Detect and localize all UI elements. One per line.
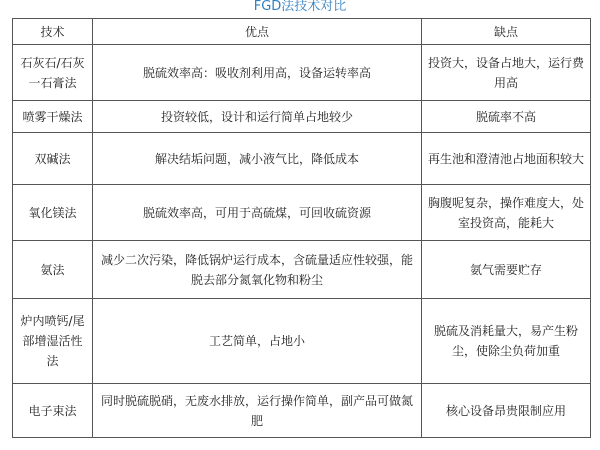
cell-pros: 同时脱硫脱硝，无废水排放，运行操作简单，副产品可做氮肥 xyxy=(93,384,422,438)
table-row xyxy=(13,45,591,101)
cell-cons: 脱硫及消耗量大，易产生粉尘，使除尘负荷加重 xyxy=(422,299,591,384)
table-row xyxy=(13,133,591,185)
table-row xyxy=(13,384,591,438)
table-row xyxy=(13,185,591,241)
header-cons: 缺点 xyxy=(422,19,591,45)
table-row xyxy=(13,101,591,133)
cell-tech: 双碱法 xyxy=(13,133,93,185)
cell-tech: 炉内喷钙/尾部增湿活性法 xyxy=(13,299,93,384)
cell-pros: 减少二次污染，降低锅炉运行成本，含硫量适应性较强，能脱去部分氮氧化物和粉尘 xyxy=(93,241,422,299)
cell-tech: 氨法 xyxy=(13,241,93,299)
cell-pros: 投资较低，设计和运行简单占地较少 xyxy=(93,101,422,133)
cell-cons: 氨气需要贮存 xyxy=(422,241,591,299)
cell-tech: 喷雾干燥法 xyxy=(13,101,93,133)
table-title: FGD法技术对比 xyxy=(253,0,347,14)
cell-cons: 核心设备昂贵限制应用 xyxy=(422,384,591,438)
cell-pros: 工艺简单，占地小 xyxy=(93,299,422,384)
cell-cons: 胸腹呢复杂，操作难度大，处室投资高，能耗大 xyxy=(422,185,591,241)
cell-tech: 石灰石/石灰一石膏法 xyxy=(13,45,93,101)
cell-cons: 脱硫率不高 xyxy=(422,101,591,133)
cell-cons: 再生池和澄清池占地面积较大 xyxy=(422,133,591,185)
comparison-table xyxy=(12,18,591,438)
cell-cons: 投资大，设备占地大，运行费用高 xyxy=(422,45,591,101)
cell-tech: 氧化镁法 xyxy=(13,185,93,241)
table-row xyxy=(13,299,591,384)
table-row xyxy=(13,241,591,299)
cell-pros: 脱硫效率高：吸收剂利用高，设备运转率高 xyxy=(93,45,422,101)
header-tech: 技术 xyxy=(13,19,93,45)
cell-tech: 电子束法 xyxy=(13,384,93,438)
cell-pros: 脱硫效率高，可用于高硫煤，可回收硫资源 xyxy=(93,185,422,241)
header-pros: 优点 xyxy=(93,19,422,45)
cell-pros: 解决结垢问题，减小液气比，降低成本 xyxy=(93,133,422,185)
header-row xyxy=(13,19,591,45)
